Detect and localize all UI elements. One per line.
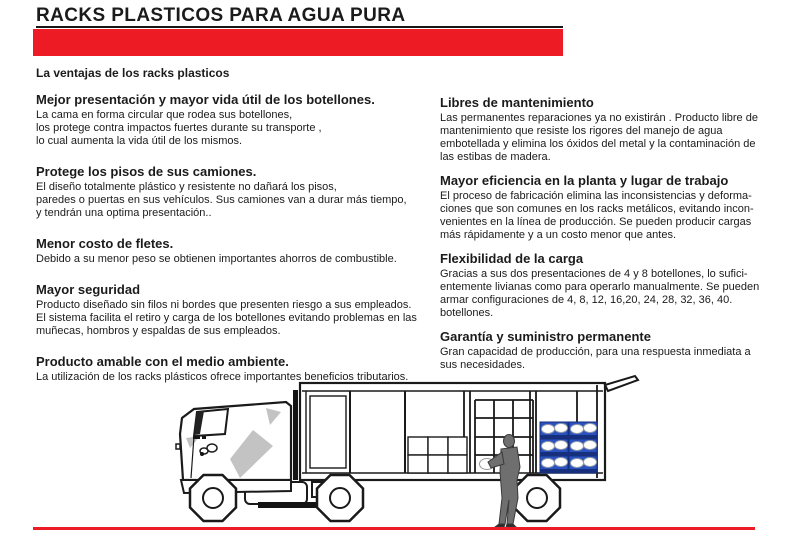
- advantage-text-line: más rápidamente y a un costo menor que antes.: [440, 229, 677, 241]
- advantage-text-line: lo cual aumenta la vida útil de los mismos.: [36, 135, 243, 147]
- advantage-block-seguridad: [36, 282, 434, 338]
- advantage-heading: Producto amable con el medio ambiente.: [36, 354, 289, 369]
- advantage-text-line: entemente livianas como para operarlo manualmente. Se pueden: [440, 281, 760, 293]
- advantage-text-line: La cama en forma circular que rodea sus botellones,: [36, 109, 293, 121]
- advantage-text-line: Las permanentes reparaciones ya no existirán . Producto libre de: [440, 112, 758, 124]
- truck-illustration: [90, 372, 650, 532]
- advantage-text-line: El diseño totalmente plástico y resistente no dañará los pisos,: [36, 181, 337, 193]
- truck-axle-bar: [258, 502, 324, 508]
- advantage-text-line: mantenimiento que resiste los rigores del manejo de agua: [440, 125, 723, 137]
- trailer-open-door: [605, 376, 638, 391]
- bottle-racks: [540, 422, 597, 473]
- advantage-text-line: sus necesidades.: [440, 359, 525, 371]
- advantage-text-line: las estibas de madera.: [440, 151, 551, 163]
- advantage-text-line: El sistema facilita el retiro y carga de los botellones evitando problemas en las: [36, 312, 417, 324]
- advantage-heading: Mayor eficiencia en la planta y lugar de trabajo: [440, 173, 729, 188]
- advantage-heading: Mayor seguridad: [36, 282, 141, 297]
- advantage-text-line: ciones que son comunes en los racks metálicos, evitando incon-: [440, 203, 754, 215]
- left-column: [36, 92, 434, 400]
- advantage-heading: Garantía y suministro permanente: [440, 329, 651, 344]
- advantage-text-line: muñecas, hombros y espaldas de sus empleados.: [36, 325, 281, 337]
- advantage-block-mantenimiento: [440, 95, 790, 164]
- page-title: RACKS PLASTICOS PARA AGUA PURA: [36, 5, 406, 26]
- advantage-block-fletes: [36, 236, 434, 266]
- advantage-heading: Libres de mantenimiento: [440, 95, 594, 110]
- exhaust-stack: [293, 390, 298, 480]
- advantage-block-pisos: [36, 164, 434, 220]
- advantage-text-line: Gran capacidad de producción, para una respuesta inmediata a: [440, 346, 751, 358]
- advantage-block-eficiencia: [440, 173, 790, 242]
- advantage-text-line: venientes en la línea de producción. Se pueden producir cargas: [440, 216, 752, 228]
- right-column: [440, 95, 790, 381]
- advantage-text-line: armar configuraciones de 4, 8, 12, 16,20, 24, 28, 32, 36, 40.: [440, 294, 733, 306]
- advantage-text-line: y tendrán una optima presentación..: [36, 207, 212, 219]
- red-footer-line: [33, 527, 755, 530]
- advantage-heading: Flexibilidad de la carga: [440, 251, 584, 266]
- advantage-text-line: los protege contra impactos fuertes durante su transporte ,: [36, 122, 322, 134]
- advantage-block-presentacion: [36, 92, 434, 148]
- advantage-heading: Protege los pisos de sus camiones.: [36, 164, 257, 179]
- advantage-text-line: Producto diseñado sin filos ni bordes que presenten riesgo a sus empleados.: [36, 299, 412, 311]
- page-subtitle: La ventajas de los racks plasticos: [36, 66, 230, 80]
- advantage-block-flexibilidad: [440, 251, 790, 320]
- advantage-text-line: embotellada y elimina los óxidos del metal y la contaminación de: [440, 138, 756, 150]
- advantage-heading: Menor costo de fletes.: [36, 236, 174, 251]
- advantage-text-line: Gracias a sus dos presentaciones de 4 y 8 botellones, lo sufici-: [440, 268, 748, 280]
- title-underline: [36, 26, 563, 28]
- advantage-text-line: Debido a su menor peso se obtienen importantes ahorros de combustible.: [36, 253, 397, 265]
- advantage-text-line: El proceso de fabricación elimina las inconsistencias y deforma-: [440, 190, 752, 202]
- advantage-text-line: La utilización de los racks plásticos ofrece importantes beneficios tributarios.: [36, 371, 409, 383]
- trailer-small-boxes: [408, 437, 467, 473]
- truck-cab: [176, 390, 300, 493]
- advantage-text-line: paredes o puertas en sus vehículos. Sus camiones van a durar más tiempo,: [36, 194, 407, 206]
- advantage-text-line: botellones.: [440, 307, 494, 319]
- advantage-heading: Mejor presentación y mayor vida útil de los botellones.: [36, 92, 375, 107]
- red-banner: [33, 29, 563, 56]
- advantage-block-garantia: [440, 329, 790, 372]
